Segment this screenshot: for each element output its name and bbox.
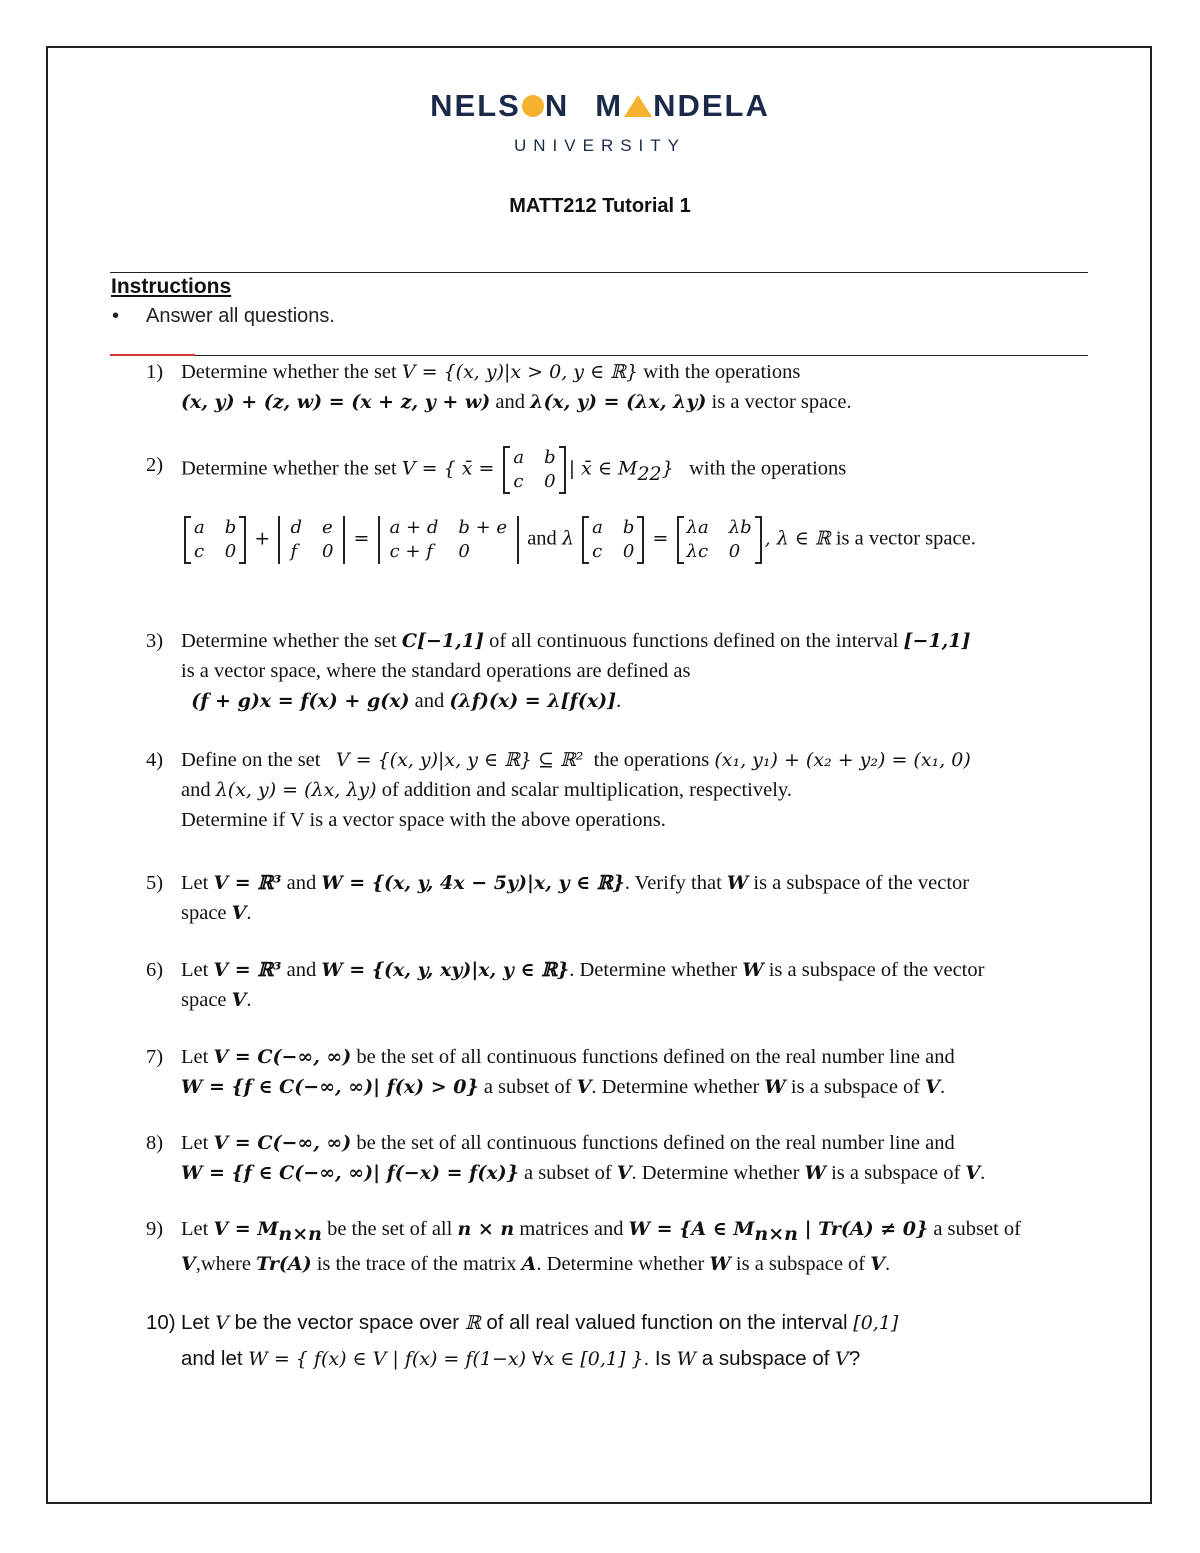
math-expression: | x̄ ∈ M [568,457,638,480]
question-1 [146,357,1091,417]
question-text: ,where [195,1253,257,1276]
question-5 [146,868,1091,928]
bullet-icon: • [112,305,120,327]
math-expression: W = {(x, y, xy)|x, y ∈ ℝ} [321,959,570,981]
question-text: M [595,88,624,123]
question-text: is a vector space. [830,527,976,550]
question-number: 6) [146,959,164,981]
question-text: λb [728,517,752,538]
math-expression: λ(x, y) = (λx, λy) [530,391,707,413]
question-text: is a subspace of [785,1076,926,1098]
question-text: and let [181,1347,249,1370]
matrix-d [677,516,762,564]
question-text: and [181,779,216,801]
math-expression: [−1,1] [903,630,971,652]
question-number: 4) [146,749,164,771]
question-text: Let [181,1132,214,1154]
question-text: . [616,690,622,712]
question-text: Let [181,959,214,981]
question-text: . [940,1076,946,1098]
question-text: is a subspace of [730,1253,871,1276]
question-text: a subset of [478,1076,577,1098]
matrix-a [582,516,644,564]
question-text: is a subspace of [825,1162,966,1184]
math-expression: V = C(−∞, ∞) [213,1046,352,1068]
math-expression: n × n [457,1218,515,1240]
math-expression: W = {f ∈ C(−∞, ∞)| f(x) > 0} [181,1076,479,1098]
question-text: be the set of all continuous functions defined on the real number line and [351,1046,955,1068]
question-text: Define on the set [181,749,326,771]
question-text: a subset of [928,1218,1022,1240]
question-text: 0 [224,541,237,562]
question-text: with the operations [638,361,801,383]
matrix-c [378,516,519,564]
question-number: 10) [146,1311,176,1334]
question-text: is a subspace of the vector [763,959,985,981]
question-text: be the set of all [321,1218,458,1240]
divider-top [110,272,1088,273]
logo-sun-dot-icon [522,95,544,117]
question-text: f [290,541,298,562]
math-expression: V = M [213,1218,279,1240]
divider-accent [110,354,195,356]
math-expression: W [764,1076,786,1098]
question-text: b [622,517,635,538]
math-expression: W = { f(x) ∈ V | f(x) = f(1−x) ∀x ∈ [0,1] } [248,1348,644,1370]
math-expression: (x, y) + (z, w) = (x + z, y + w) [181,391,491,413]
question-text: NDELA [653,88,770,123]
math-expression: V [835,1348,849,1370]
math-expression: V [181,1253,196,1276]
math-expression: , λ ∈ ℝ [764,527,831,550]
math-expression: V [231,989,247,1011]
question-text: space [181,902,232,924]
question-text: N [544,88,570,123]
question-text: NELS [430,88,521,123]
question-text: b [224,517,237,538]
question-text: λc [686,541,709,562]
question-7 [146,1042,1091,1102]
math-expression: V = {(x, y)|x > 0, y ∈ ℝ} [401,361,639,383]
question-text: is the trace of the matrix [311,1253,522,1276]
question-text: space [181,989,232,1011]
math-expression: Tr(A) [256,1253,312,1276]
question-text: d [290,517,302,538]
question-text: with the operations [683,457,847,480]
question-text: . [246,989,252,1011]
question-4 [146,745,1091,835]
math-expression: (f + g)x = f(x) + g(x) [191,690,410,712]
math-expression: 22 [637,462,662,485]
math-expression: λ [561,527,574,550]
question-text: is a vector space. [706,391,852,413]
question-text: and [409,690,450,712]
question-text: a [513,447,525,468]
question-text: . [885,1253,891,1276]
question-text: . Determine whether [591,1076,765,1098]
question-text: a [194,517,205,538]
question-text: . Is [643,1347,677,1370]
question-text: 0 [544,471,556,492]
question-text: c + f [389,541,433,562]
math-expression: V [925,1076,940,1098]
question-text: Determine whether the set [181,361,402,383]
question-text: and [281,872,322,894]
question-text: Determine whether the set [181,630,402,652]
question-text: . [980,1162,986,1184]
question-3 [146,626,1091,716]
math-expression: V = ℝ³ [213,959,282,981]
divider-bottom [110,355,1088,356]
math-expression: λ(x, y) = (λx, λy) [215,779,377,801]
math-expression: V [576,1076,592,1098]
math-expression: W [676,1348,697,1370]
university-logo [0,88,1200,156]
question-text: matrices and [514,1218,629,1240]
question-text: a subset of [518,1162,617,1184]
math-expression: C[−1,1] [401,630,484,652]
question-text: c [513,471,524,492]
logo-triangle-icon [624,95,652,117]
question-number: 8) [146,1132,164,1154]
question-text: and [281,959,322,981]
question-text: the operations [588,749,715,771]
math-expression: ℝ [464,1312,481,1334]
question-10 [146,1305,1091,1377]
question-text: . Determine whether [631,1162,805,1184]
question-text: ? [848,1347,861,1370]
question-text: Let [181,872,214,894]
question-6 [146,955,1091,1015]
question-text: of all continuous functions defined on the interval [483,630,904,652]
question-text: be the set of all continuous functions defined on the real number line and [351,1132,955,1154]
question-number: 5) [146,872,164,894]
math-expression: V [965,1162,981,1184]
math-expression: V [215,1312,229,1334]
math-expression: = [353,527,370,550]
question-text: be the vector space over [228,1311,465,1334]
logo-wordmark [430,88,770,124]
question-text: and [527,527,562,550]
math-expression: V = { x̄ = [401,457,501,480]
math-expression: [0,1] [853,1312,899,1334]
math-expression: | Tr(A) ≠ 0} [797,1218,929,1240]
question-number: 1) [146,361,164,383]
question-number: 3) [146,630,164,652]
math-expression: = [652,527,669,550]
question-text: Determine whether the set [181,457,402,480]
question-number: 2) [146,454,164,476]
question-text: and [490,391,531,413]
math-expression: V = C(−∞, ∞) [213,1132,352,1154]
question-text: . [246,902,252,924]
math-expression: (x₁, y₁) + (x₂ + y₂) = (x₁, 0) [714,749,971,771]
math-expression: (λf)(x) = λ[f(x)] [449,690,617,712]
question-text: of all real valued function on the interval [480,1311,854,1334]
math-expression: n×n [754,1223,798,1246]
math-expression: V [870,1253,886,1276]
math-expression: V [231,902,247,924]
instruction-item [112,305,335,328]
question-text: is a subspace of the vector [748,872,970,894]
question-number: 7) [146,1046,164,1068]
page-title: MATT212 Tutorial 1 [509,195,691,217]
math-expression: } [661,457,674,480]
question-text: Let [181,1311,216,1334]
question-text: Answer all questions. [146,305,335,327]
matrix-a [503,446,565,494]
math-expression: W [804,1162,826,1184]
question-9 [146,1214,1091,1279]
matrix-a [184,516,246,564]
math-expression: A [521,1253,537,1276]
question-text: e [321,517,333,538]
question-text: a subspace of [696,1347,836,1370]
math-expression: W [726,872,749,894]
question-text: . Verify that [624,872,727,894]
question-text: Let [181,1046,214,1068]
question-number: 9) [146,1218,164,1240]
question-text: . Determine whether [569,959,743,981]
question-text: b [544,447,556,468]
math-expression: V = {(x, y)|x, y ∈ ℝ} ⊆ ℝ² [335,749,584,771]
math-expression: W = {(x, y, 4x − 5y)|x, y ∈ ℝ} [321,872,625,894]
question-text: Let [181,1218,214,1240]
math-expression: W = {f ∈ C(−∞, ∞)| f(−x) = f(x)} [181,1162,519,1184]
question-text: c [592,541,603,562]
math-expression: W [742,959,764,981]
question-8 [146,1128,1091,1188]
question-2 [146,446,1091,564]
question-text: 0 [728,541,741,562]
question-text: λa [686,517,709,538]
math-expression: V [616,1162,632,1184]
instructions-heading: Instructions [111,275,232,298]
math-expression: + [254,527,271,550]
question-text: . Determine whether [536,1253,710,1276]
logo-subtitle: UNIVERSITY [513,136,687,155]
question-text: 0 [458,541,470,562]
question-text: a [592,517,603,538]
question-text: b + e [458,517,508,538]
question-text: c [194,541,205,562]
math-expression: V = ℝ³ [213,872,282,894]
math-expression: W [709,1253,731,1276]
question-text: a + d [389,517,439,538]
math-expression: W = {A ∈ M [628,1218,755,1240]
question-text: is a vector space, where the standard operations are defined as [181,660,691,682]
question-text: 0 [321,541,334,562]
math-expression: n×n [278,1223,322,1246]
matrix-b [278,516,345,564]
question-text: Determine if V is a vector space with the above operations. [181,809,666,831]
question-text: 0 [622,541,635,562]
question-text: of addition and scalar multiplication, respectively. [376,779,792,801]
